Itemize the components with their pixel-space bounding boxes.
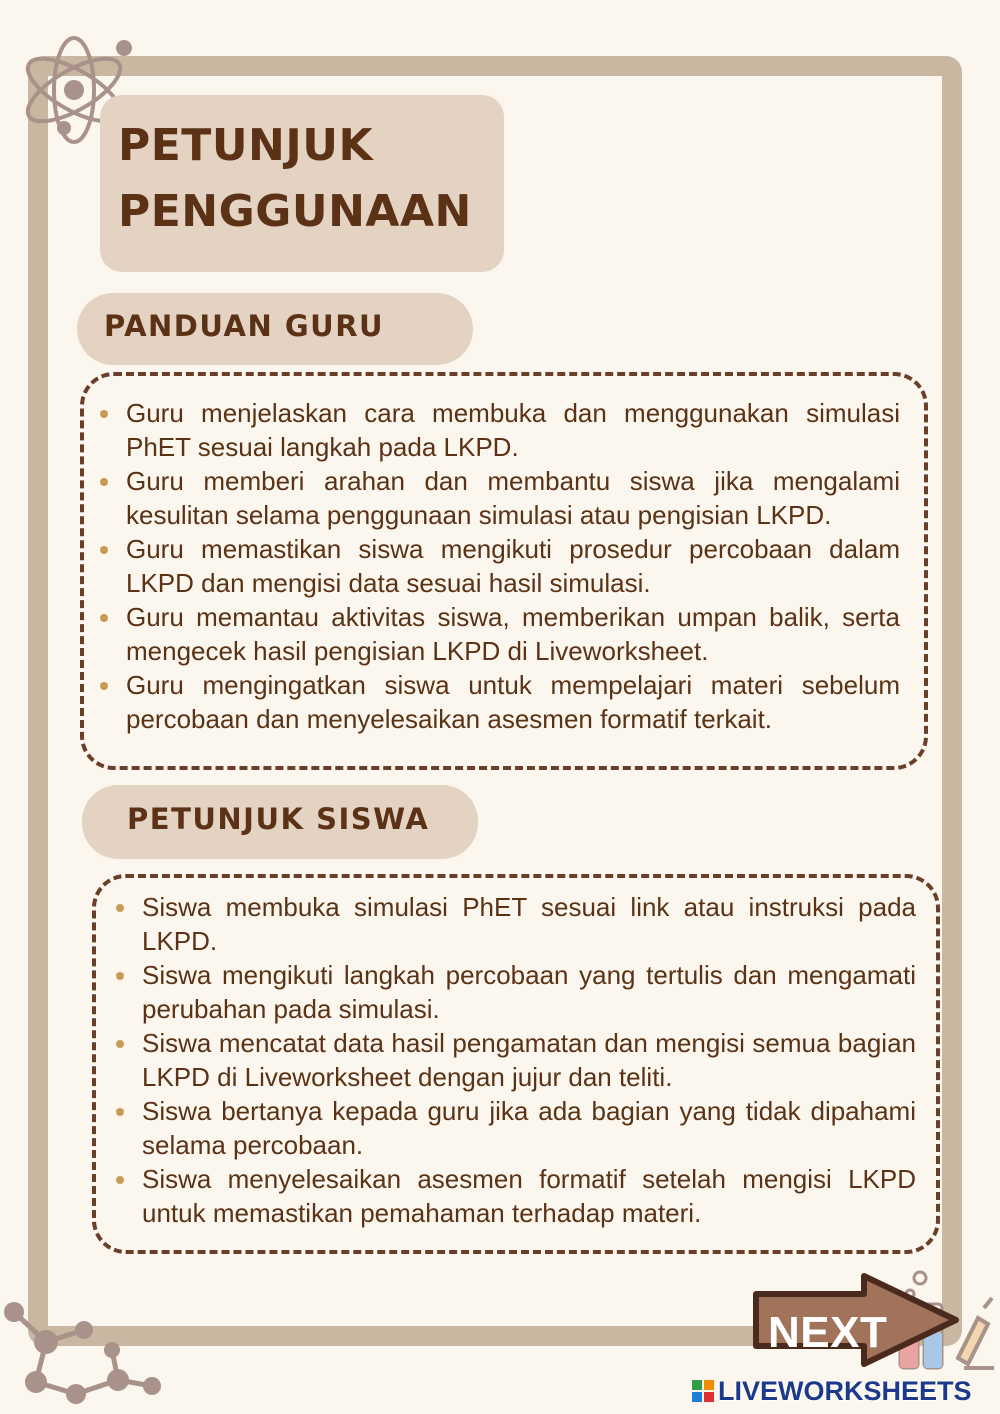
petunjuk-siswa-heading: PETUNJUK SISWA <box>127 802 430 836</box>
list-item: Guru memberi arahan dan membantu siswa jika mengalami kesulitan selama penggunaan simulasi atau pengisian LKPD. <box>96 464 900 532</box>
next-button-label[interactable]: NEXT <box>768 1308 888 1357</box>
panduan-guru-heading: PANDUAN GURU <box>104 309 385 343</box>
list-item: Guru menjelaskan cara membuka dan menggunakan simulasi PhET sesuai langkah pada LKPD. <box>96 396 900 464</box>
molecule-icon <box>0 1290 180 1414</box>
list-item: Siswa menyelesaikan asesmen formatif setelah mengisi LKPD untuk memastikan pemahaman terhadap materi. <box>112 1162 916 1230</box>
list-item: Siswa bertanya kepada guru jika ada bagian yang tidak dipahami selama percobaan. <box>112 1094 916 1162</box>
list-item: Siswa mencatat data hasil pengamatan dan mengisi semua bagian LKPD di Liveworksheet dengan jujur dan teliti. <box>112 1026 916 1094</box>
panduan-guru-list <box>96 396 900 736</box>
list-item: Siswa membuka simulasi PhET sesuai link atau instruksi pada LKPD. <box>112 890 916 958</box>
brand-name: LIVEWORKSHEETS <box>718 1375 972 1406</box>
page-title-line-1: PETUNJUK <box>118 120 374 171</box>
list-item: Guru mengingatkan siswa untuk mempelajari materi sebelum percobaan dan menyelesaikan asesmen formatif terkait. <box>96 668 900 736</box>
liveworksheets-brand <box>692 1374 992 1408</box>
list-item: Guru memastikan siswa mengikuti prosedur percobaan dalam LKPD dan mengisi data sesuai hasil simulasi. <box>96 532 900 600</box>
petunjuk-siswa-list <box>112 890 916 1230</box>
page-title-line-2: PENGGUNAAN <box>118 186 472 237</box>
list-item: Siswa mengikuti langkah percobaan yang tertulis dan mengamati perubahan pada simulasi. <box>112 958 916 1026</box>
liveworksheets-logo-icon <box>692 1380 714 1402</box>
list-item: Guru memantau aktivitas siswa, memberikan umpan balik, serta mengecek hasil pengisian LKPD di Liveworksheet. <box>96 600 900 668</box>
